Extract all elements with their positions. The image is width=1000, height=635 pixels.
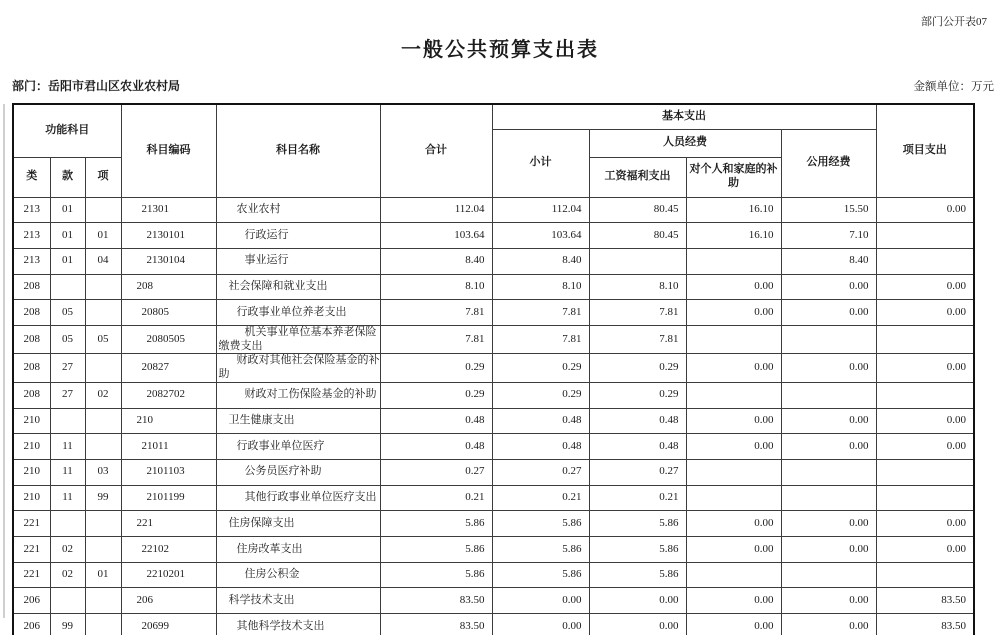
- table-cell: 0.00: [876, 274, 974, 300]
- table-cell: 03: [85, 460, 121, 486]
- table-row: [13, 460, 974, 486]
- subject-name-cell: 其他科学技术支出: [216, 614, 380, 635]
- table-cell: 0.48: [589, 408, 686, 434]
- table-cell: 0.00: [589, 614, 686, 635]
- table-cell: 0.27: [380, 460, 492, 486]
- table-cell: 16.10: [686, 223, 781, 249]
- table-cell: 15.50: [781, 197, 876, 223]
- header-public-funds: 公用经费: [781, 129, 876, 197]
- table-cell: 0.00: [781, 274, 876, 300]
- table-cell: 0.00: [686, 434, 781, 460]
- table-cell: 27: [50, 382, 85, 408]
- page-title: 一般公共预算支出表: [401, 39, 599, 61]
- subject-code-cell: 208: [121, 274, 216, 300]
- table-cell: 0.00: [686, 511, 781, 537]
- table-cell: [50, 274, 85, 300]
- table-cell: 80.45: [589, 197, 686, 223]
- table-cell: 0.00: [876, 354, 974, 383]
- header-subject-name: 科目名称: [216, 104, 380, 197]
- meta-row: [12, 77, 994, 94]
- table-cell: 5.86: [380, 562, 492, 588]
- table-cell: 99: [85, 485, 121, 511]
- table-cell: 04: [85, 248, 121, 274]
- table-cell: 02: [50, 537, 85, 563]
- table-cell: [781, 485, 876, 511]
- table-cell: 0.00: [876, 197, 974, 223]
- table-cell: 112.04: [492, 197, 589, 223]
- table-cell: 213: [13, 223, 50, 249]
- table-cell: [85, 588, 121, 614]
- table-cell: 0.48: [589, 434, 686, 460]
- header-basic-expenditure: 基本支出: [492, 104, 876, 129]
- subject-name-cell: 科学技术支出: [216, 588, 380, 614]
- table-cell: 5.86: [380, 537, 492, 563]
- table-cell: 7.81: [492, 300, 589, 326]
- subject-code-cell: 20827: [121, 354, 216, 383]
- table-cell: 210: [13, 460, 50, 486]
- department-label: 部门：岳阳市君山区农业农村局: [12, 79, 181, 93]
- table-cell: 0.21: [380, 485, 492, 511]
- table-cell: 208: [13, 325, 50, 354]
- table-row: [13, 614, 974, 635]
- subject-code-cell: 2082702: [121, 382, 216, 408]
- subject-code-cell: 20699: [121, 614, 216, 635]
- table-cell: [85, 354, 121, 383]
- table-cell: [85, 408, 121, 434]
- header-section: 款: [50, 157, 85, 197]
- table-cell: [85, 537, 121, 563]
- table-cell: 0.27: [589, 460, 686, 486]
- page-edge-line: [3, 104, 5, 618]
- table-cell: 02: [50, 562, 85, 588]
- subject-name-cell: 财政对其他社会保险基金的补助: [216, 354, 380, 383]
- table-cell: 01: [50, 223, 85, 249]
- table-cell: 0.00: [781, 354, 876, 383]
- table-cell: 0.00: [781, 537, 876, 563]
- table-cell: 05: [50, 325, 85, 354]
- table-cell: 7.81: [492, 325, 589, 354]
- table-cell: [686, 248, 781, 274]
- subject-name-cell: 住房公积金: [216, 562, 380, 588]
- table-cell: [85, 434, 121, 460]
- header-personnel-funds: 人员经费: [589, 129, 781, 157]
- table-cell: 01: [85, 562, 121, 588]
- subject-code-cell: 21301: [121, 197, 216, 223]
- subject-code-cell: 2101103: [121, 460, 216, 486]
- table-cell: 83.50: [876, 614, 974, 635]
- table-cell: 83.50: [876, 588, 974, 614]
- table-row: [13, 325, 974, 354]
- table-cell: [876, 223, 974, 249]
- table-cell: 83.50: [380, 614, 492, 635]
- table-cell: 99: [50, 614, 85, 635]
- table-cell: [85, 614, 121, 635]
- table-cell: [781, 325, 876, 354]
- subject-name-cell: 农业农村: [216, 197, 380, 223]
- table-cell: 05: [85, 325, 121, 354]
- header-total: 合计: [380, 104, 492, 197]
- unit-label: 金额单位：万元: [913, 81, 994, 93]
- table-cell: [85, 197, 121, 223]
- table-cell: [686, 325, 781, 354]
- table-cell: 5.86: [380, 511, 492, 537]
- table-cell: 210: [13, 434, 50, 460]
- table-cell: 0.27: [492, 460, 589, 486]
- table-cell: [686, 382, 781, 408]
- table-cell: 0.00: [686, 408, 781, 434]
- table-cell: [876, 460, 974, 486]
- subject-name-cell: 机关事业单位基本养老保险缴费支出: [216, 325, 380, 354]
- table-cell: 5.86: [589, 511, 686, 537]
- table-cell: [686, 562, 781, 588]
- table-cell: 208: [13, 382, 50, 408]
- table-cell: 80.45: [589, 223, 686, 249]
- table-cell: 0.00: [686, 274, 781, 300]
- subject-name-cell: 行政事业单位医疗: [216, 434, 380, 460]
- subject-code-cell: 206: [121, 588, 216, 614]
- budget-table: [12, 103, 975, 635]
- table-cell: [876, 562, 974, 588]
- table-cell: [876, 485, 974, 511]
- table-cell: 112.04: [380, 197, 492, 223]
- table-cell: [50, 511, 85, 537]
- table-cell: [589, 248, 686, 274]
- table-cell: 8.10: [492, 274, 589, 300]
- table-cell: 7.81: [589, 300, 686, 326]
- table-cell: 0.29: [492, 354, 589, 383]
- subject-code-cell: 20805: [121, 300, 216, 326]
- table-cell: 210: [13, 485, 50, 511]
- table-row: [13, 197, 974, 223]
- table-cell: 27: [50, 354, 85, 383]
- table-row: [13, 562, 974, 588]
- table-cell: 208: [13, 300, 50, 326]
- table-cell: 0.00: [781, 588, 876, 614]
- table-cell: 05: [50, 300, 85, 326]
- table-cell: 01: [50, 197, 85, 223]
- table-row: [13, 434, 974, 460]
- table-cell: 0.00: [876, 434, 974, 460]
- table-row: [13, 223, 974, 249]
- table-cell: 0.00: [876, 511, 974, 537]
- table-cell: 8.10: [589, 274, 686, 300]
- header-salary-welfare: 工资福利支出: [589, 157, 686, 197]
- subject-code-cell: 22102: [121, 537, 216, 563]
- subject-code-cell: 21011: [121, 434, 216, 460]
- header-subject-code: 科目编码: [121, 104, 216, 197]
- subject-code-cell: 2101199: [121, 485, 216, 511]
- table-cell: 0.48: [380, 408, 492, 434]
- subject-name-cell: 住房改革支出: [216, 537, 380, 563]
- table-cell: 02: [85, 382, 121, 408]
- table-row: [13, 274, 974, 300]
- table-cell: 7.81: [589, 325, 686, 354]
- table-cell: 5.86: [492, 562, 589, 588]
- table-cell: [686, 460, 781, 486]
- table-cell: 0.00: [686, 300, 781, 326]
- header-class: 类: [13, 157, 50, 197]
- subject-code-cell: 2210201: [121, 562, 216, 588]
- table-cell: 8.40: [492, 248, 589, 274]
- table-cell: 0.48: [492, 434, 589, 460]
- table-cell: 210: [13, 408, 50, 434]
- table-cell: 0.00: [781, 300, 876, 326]
- table-body: [13, 197, 974, 635]
- table-cell: [781, 382, 876, 408]
- subject-name-cell: 住房保障支出: [216, 511, 380, 537]
- table-cell: 16.10: [686, 197, 781, 223]
- table-cell: [85, 274, 121, 300]
- table-row: [13, 588, 974, 614]
- table-cell: 0.48: [492, 408, 589, 434]
- table-cell: 0.00: [686, 354, 781, 383]
- table-cell: [85, 511, 121, 537]
- table-cell: 206: [13, 614, 50, 635]
- table-cell: 221: [13, 537, 50, 563]
- table-cell: 11: [50, 460, 85, 486]
- header-subtotal: 小计: [492, 129, 589, 197]
- table-cell: 83.50: [380, 588, 492, 614]
- table-cell: 01: [50, 248, 85, 274]
- subject-name-cell: 财政对工伤保险基金的补助: [216, 382, 380, 408]
- table-cell: [876, 382, 974, 408]
- subject-code-cell: 2130104: [121, 248, 216, 274]
- table-cell: 01: [85, 223, 121, 249]
- table-cell: 0.00: [686, 588, 781, 614]
- subject-name-cell: 其他行政事业单位医疗支出: [216, 485, 380, 511]
- subject-name-cell: 行政运行: [216, 223, 380, 249]
- table-cell: 0.00: [781, 434, 876, 460]
- header-project-expenditure: 项目支出: [876, 104, 974, 197]
- table-cell: [876, 325, 974, 354]
- header-item: 项: [85, 157, 121, 197]
- subject-code-cell: 2130101: [121, 223, 216, 249]
- table-cell: 0.00: [781, 408, 876, 434]
- table-row: [13, 537, 974, 563]
- table-cell: 5.86: [492, 511, 589, 537]
- table-cell: 8.40: [781, 248, 876, 274]
- table-cell: 0.29: [380, 382, 492, 408]
- table-row: [13, 354, 974, 383]
- table-row: [13, 511, 974, 537]
- header-individual-family-subsidy: 对个人和家庭的补助: [686, 157, 781, 197]
- table-cell: 213: [13, 197, 50, 223]
- table-cell: [876, 248, 974, 274]
- table-cell: 0.00: [781, 511, 876, 537]
- table-cell: 7.81: [380, 300, 492, 326]
- table-cell: 0.00: [876, 408, 974, 434]
- table-cell: 0.00: [686, 614, 781, 635]
- subject-name-cell: 行政事业单位养老支出: [216, 300, 380, 326]
- header-functional-subject: 功能科目: [13, 104, 121, 157]
- subject-name-cell: 公务员医疗补助: [216, 460, 380, 486]
- table-row: [13, 248, 974, 274]
- table-row: [13, 485, 974, 511]
- table-cell: 5.86: [589, 537, 686, 563]
- table-header: [13, 104, 974, 197]
- table-cell: 208: [13, 354, 50, 383]
- table-cell: 11: [50, 434, 85, 460]
- table-cell: 5.86: [492, 537, 589, 563]
- table-cell: 0.00: [492, 614, 589, 635]
- subject-name-cell: 事业运行: [216, 248, 380, 274]
- table-cell: 5.86: [589, 562, 686, 588]
- table-cell: 0.00: [686, 537, 781, 563]
- table-row: [13, 408, 974, 434]
- table-cell: 7.10: [781, 223, 876, 249]
- table-row: [13, 382, 974, 408]
- table-cell: [50, 588, 85, 614]
- table-cell: 103.64: [380, 223, 492, 249]
- table-cell: 213: [13, 248, 50, 274]
- subject-name-cell: 卫生健康支出: [216, 408, 380, 434]
- table-cell: 221: [13, 511, 50, 537]
- subject-code-cell: 221: [121, 511, 216, 537]
- table-cell: [686, 485, 781, 511]
- table-cell: [85, 300, 121, 326]
- table-cell: 0.00: [781, 614, 876, 635]
- table-cell: 208: [13, 274, 50, 300]
- table-cell: 221: [13, 562, 50, 588]
- table-cell: [781, 460, 876, 486]
- table-cell: 0.00: [876, 537, 974, 563]
- table-cell: 206: [13, 588, 50, 614]
- table-cell: [50, 408, 85, 434]
- table-cell: 7.81: [380, 325, 492, 354]
- table-cell: 0.29: [492, 382, 589, 408]
- table-cell: [781, 562, 876, 588]
- subject-code-cell: 210: [121, 408, 216, 434]
- table-cell: 0.29: [589, 354, 686, 383]
- subject-code-cell: 2080505: [121, 325, 216, 354]
- table-cell: 0.00: [492, 588, 589, 614]
- table-cell: 0.29: [589, 382, 686, 408]
- table-cell: 0.21: [492, 485, 589, 511]
- table-cell: 11: [50, 485, 85, 511]
- table-cell: 8.10: [380, 274, 492, 300]
- table-cell: 8.40: [380, 248, 492, 274]
- doc-sheet-number: 部门公开表07: [921, 16, 987, 28]
- table-cell: 0.00: [589, 588, 686, 614]
- subject-name-cell: 社会保障和就业支出: [216, 274, 380, 300]
- table-cell: 0.21: [589, 485, 686, 511]
- table-cell: 0.29: [380, 354, 492, 383]
- table-row: [13, 300, 974, 326]
- table-cell: 0.48: [380, 434, 492, 460]
- table-cell: 103.64: [492, 223, 589, 249]
- table-cell: 0.00: [876, 300, 974, 326]
